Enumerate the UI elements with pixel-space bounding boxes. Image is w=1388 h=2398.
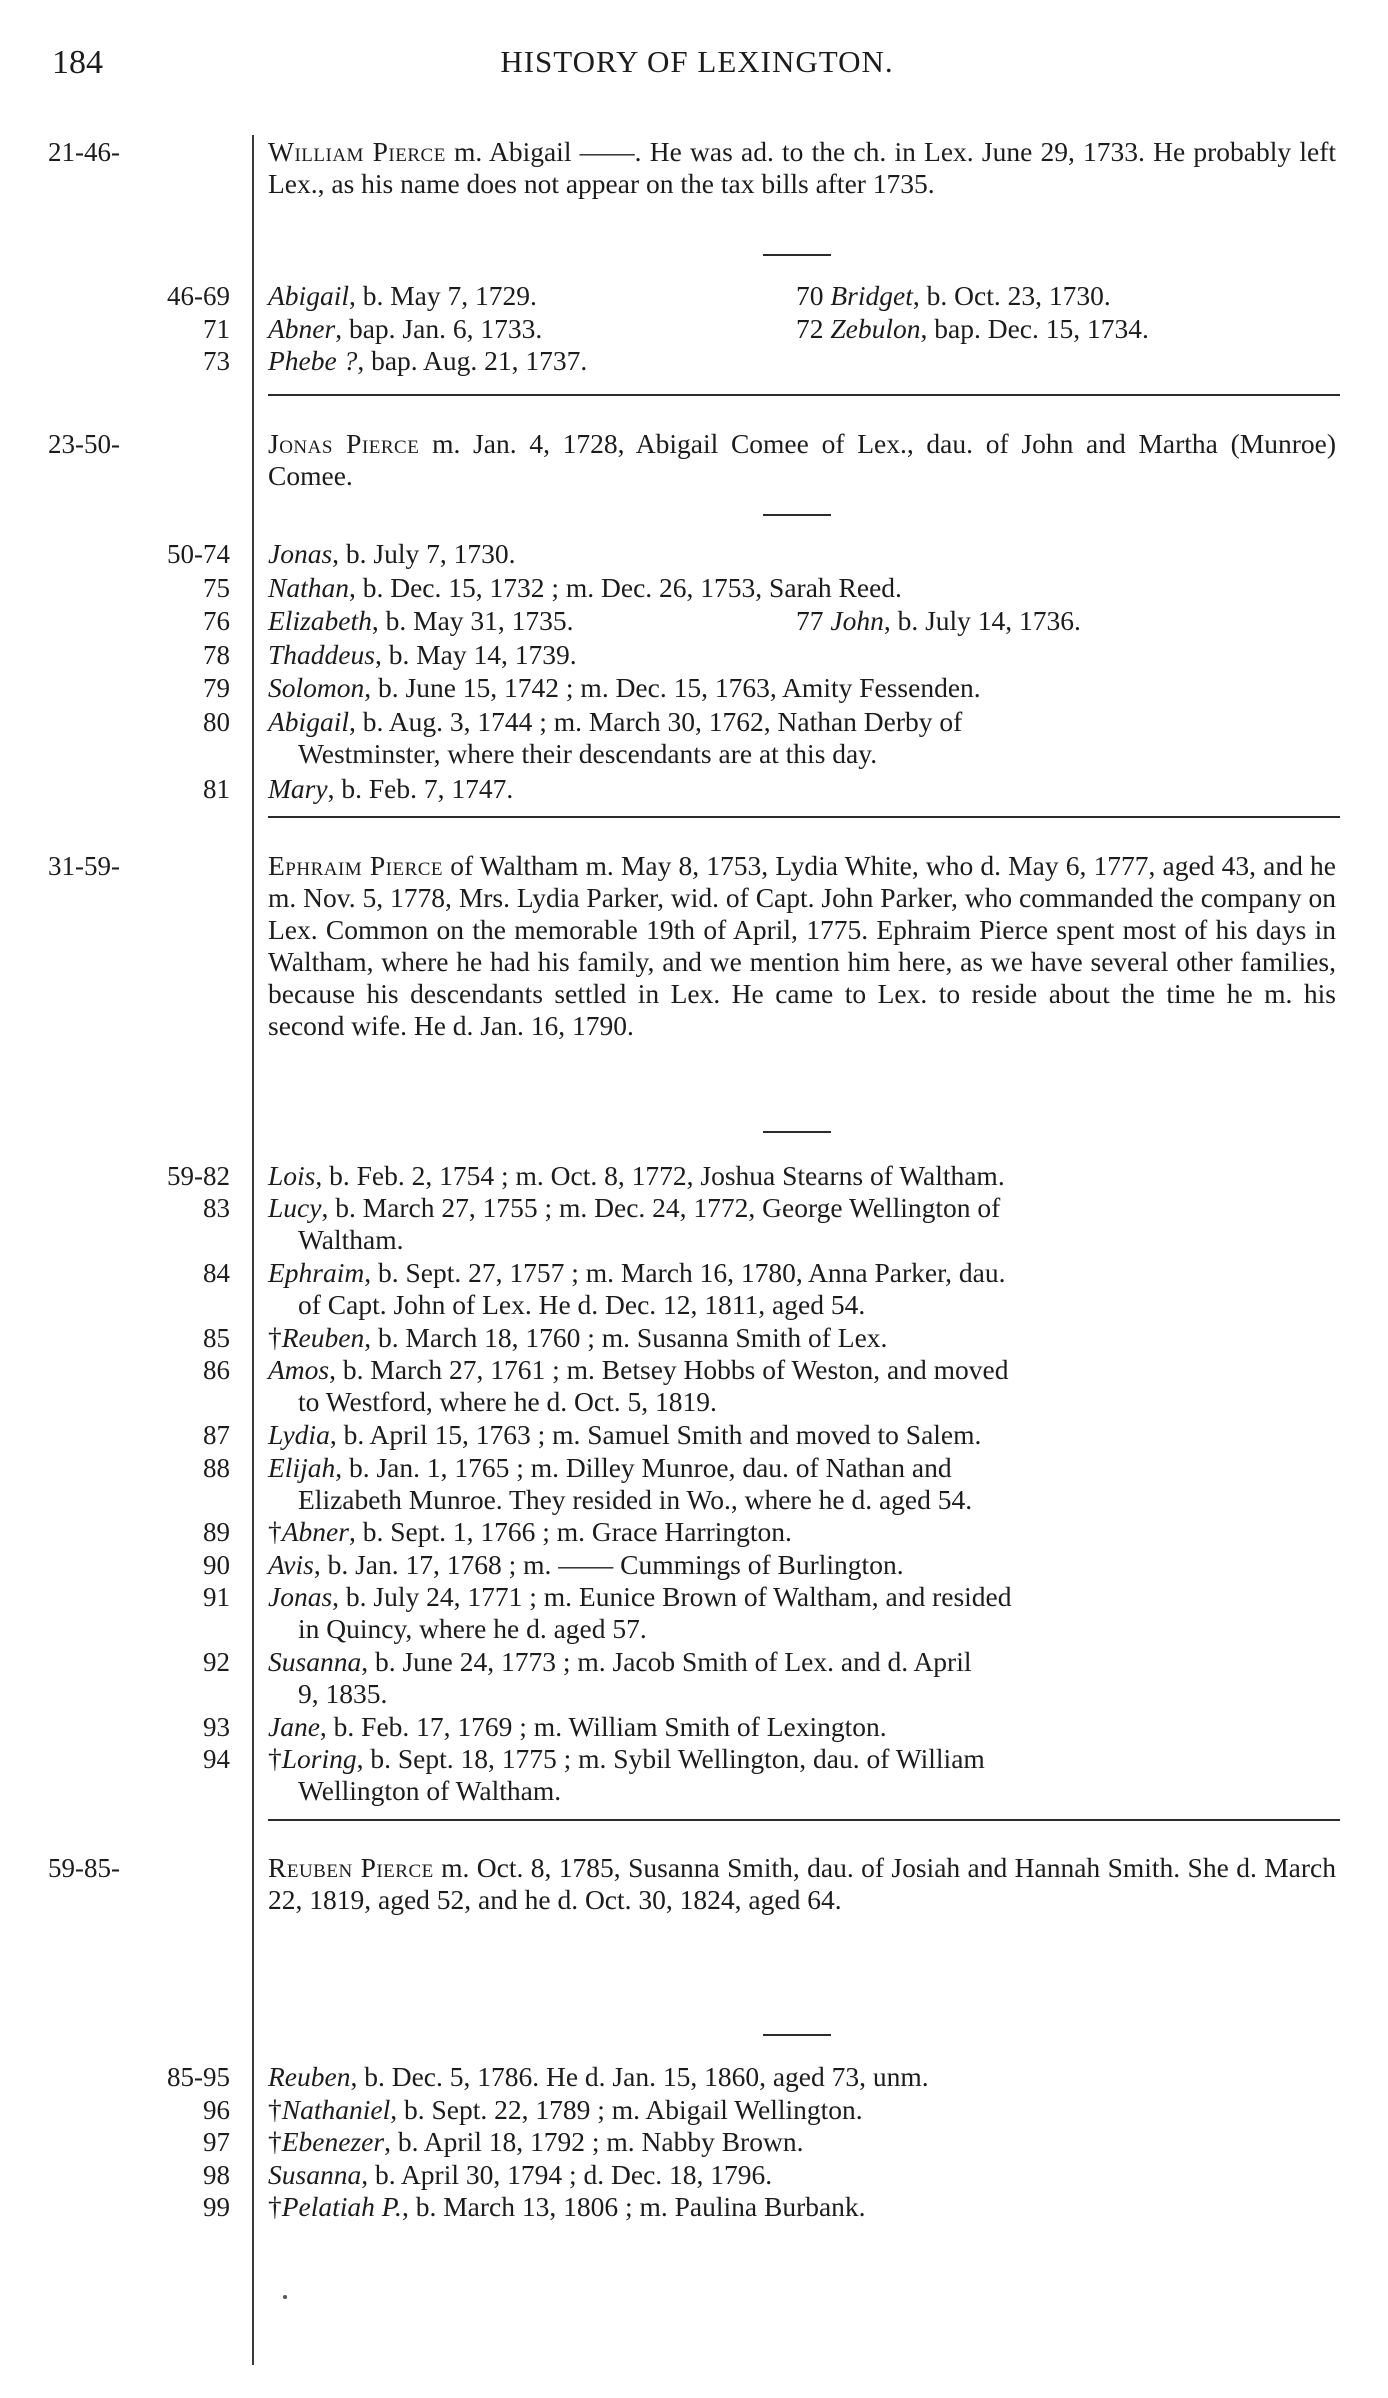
child-number: 99: [203, 2192, 230, 2223]
child-number: 94: [203, 1744, 230, 1775]
child-name: Lois: [268, 1160, 316, 1191]
child-name: Abigail: [268, 280, 349, 311]
child-name: Nathaniel: [281, 2093, 391, 2125]
ink-speck: [283, 2295, 287, 2299]
child-entry: [268, 1322, 1336, 1354]
child-entry: [268, 1646, 1336, 1710]
child-name: Jonas: [268, 1581, 333, 1613]
child-entry: [268, 2159, 1336, 2191]
child-name: Mary: [268, 772, 328, 804]
child-entry: [268, 345, 1336, 377]
child-name: Reuben: [268, 2061, 351, 2092]
child-entry: [268, 313, 1336, 345]
child-entry: [268, 706, 1336, 770]
child-name: Avis: [268, 1548, 314, 1580]
child-details: , b. Dec. 5, 1786. He d. Jan. 15, 1860, aged 73, unm.: [350, 2061, 929, 2092]
child-name: Loring: [281, 1743, 357, 1775]
child-entry: [268, 2061, 1336, 2093]
child-number: 96: [203, 2094, 230, 2125]
child-details: , b. June 24, 1773 ; m. Jacob Smith of Lex. and d. April: [361, 1646, 972, 1677]
child-number: 85-95: [167, 2062, 230, 2092]
dagger-mark: †: [268, 2093, 282, 2125]
child-number: 83: [203, 1193, 230, 1224]
section-paragraph: Reuben Pierce m. Oct. 8, 1785, Susanna Smith, dau. of Josiah and Hannah Smith. She d. March 22, 1819, aged 52, and he d. Oct. 30, 1824, aged 64.: [268, 1852, 1336, 1915]
running-title: HISTORY OF LEXINGTON.: [500, 44, 894, 79]
section-ref: 21-46-: [48, 137, 120, 167]
child-number: 85: [203, 1323, 230, 1353]
child-name: Lucy: [268, 1192, 322, 1224]
child-name: Reuben: [281, 1322, 365, 1353]
child-details: , bap. Aug. 21, 1737.: [357, 345, 588, 376]
child-number: 46-69: [167, 281, 230, 311]
child-name: Ephraim: [268, 1257, 365, 1289]
child-number: 77: [796, 605, 824, 636]
child-name: Jonas: [268, 538, 333, 569]
child-entry: [268, 1743, 1336, 1807]
child-details: , b. Jan. 17, 1768 ; m. —— Cummings of Burlington.: [313, 1548, 904, 1580]
person-name: Reuben Pierce: [268, 1852, 434, 1883]
child-details-continued: 9, 1835.: [298, 1678, 388, 1709]
child-details-continued: Elizabeth Munroe. They resided in Wo., where he d. aged 54.: [298, 1483, 973, 1515]
child-number: 76: [203, 606, 230, 636]
child-number: 97: [203, 2127, 230, 2158]
child-details: , bap. Jan. 6, 1733.: [335, 312, 543, 344]
child-details-continued: Waltham.: [298, 1224, 404, 1256]
child-entry: [268, 1257, 1336, 1321]
child-name: Abner: [268, 312, 336, 344]
child-details: , b. March 27, 1761 ; m. Betsey Hobbs of Weston, and moved: [329, 1354, 1009, 1386]
child-entry: [268, 605, 1336, 637]
child-entry: [268, 1452, 1336, 1516]
section-divider: [268, 394, 1340, 396]
child-number: 70: [796, 280, 824, 311]
child-details: , bap. Dec. 15, 1734.: [920, 312, 1149, 344]
child-number: 50-74: [167, 539, 230, 569]
child-name: Nathan: [268, 571, 349, 603]
child-name: Solomon: [268, 672, 365, 703]
child-details: , b. Feb. 17, 1769 ; m. William Smith of Lexington.: [319, 1710, 887, 1742]
child-name: Susanna: [268, 2158, 362, 2190]
child-entry: [268, 1160, 1336, 1192]
child-number: 91: [203, 1582, 230, 1613]
child-name: Lydia: [268, 1419, 330, 1451]
section-divider: [268, 1819, 1340, 1821]
child-entry: [268, 672, 1336, 704]
person-name: Ephraim Pierce: [268, 850, 444, 881]
child-name: Elizabeth: [268, 605, 372, 636]
child-number: 59-82: [167, 1161, 230, 1191]
child-entry: [268, 1549, 1336, 1581]
child-details: , b. May 7, 1729.: [348, 280, 537, 311]
child-entry: [268, 639, 1336, 671]
child-number: 75: [203, 572, 230, 603]
child-details: , b. Jan. 1, 1765 ; m. Dilley Munroe, dau. of Nathan and: [335, 1451, 952, 1483]
child-number: 73: [203, 346, 230, 376]
short-divider: [763, 2034, 831, 2036]
child-name: Elijah: [268, 1451, 336, 1483]
child-details-continued: Westminster, where their descendants are at this day.: [298, 737, 878, 769]
child-details-continued: to Westford, where he d. Oct. 5, 1819.: [298, 1386, 717, 1418]
child-details: , b. March 13, 1806 ; m. Paulina Burbank.: [401, 2191, 866, 2223]
child-name: Phebe ?: [268, 345, 358, 376]
child-number: 89: [203, 1517, 230, 1548]
section-paragraph: Ephraim Pierce of Waltham m. May 8, 1753, Lydia White, who d. May 6, 1777, aged 43, and he m. Nov. 5, 1778, Mrs. Lydia Parker, wid. of Capt. John Parker, who commanded the company on Lex. Common on the memorable 19th of April, 1775. Ephraim Pierce spent most of his days in Waltham, where he had his family, and we mention him here, as we have several other families, because his descendants settled in Lex. He came to Lex. to reside about the time he m. his second wife. He d. Jan. 16, 1790.: [268, 850, 1336, 1041]
child-details: , b. May 31, 1735.: [371, 605, 574, 636]
child-name: Abigail: [268, 705, 349, 737]
child-entry: [268, 2094, 1336, 2126]
child-name: Pelatiah P.: [281, 2191, 402, 2223]
child-details: , b. Sept. 18, 1775 ; m. Sybil Wellington, dau. of William: [356, 1743, 985, 1775]
child-name: Bridget: [830, 280, 913, 311]
child-details: , b. April 30, 1794 ; d. Dec. 18, 1796.: [361, 2158, 773, 2190]
dagger-mark: †: [268, 1743, 282, 1775]
child-entry: [268, 1711, 1336, 1743]
child-name: Amos: [268, 1354, 330, 1386]
child-entry: [268, 1192, 1336, 1256]
dagger-mark: †: [268, 1516, 282, 1548]
child-details-continued: in Quincy, where he d. aged 57.: [298, 1613, 647, 1645]
child-name: John: [830, 605, 884, 636]
child-number: 92: [203, 1647, 230, 1677]
child-details-continued: of Capt. John of Lex. He d. Dec. 12, 1811, aged 54.: [298, 1289, 866, 1321]
short-divider: [763, 514, 831, 516]
child-details: , b. March 27, 1755 ; m. Dec. 24, 1772, George Wellington of: [321, 1192, 1001, 1224]
child-details: , b. Oct. 23, 1730.: [912, 280, 1111, 311]
short-divider: [763, 1131, 831, 1133]
child-entry: [268, 1354, 1336, 1418]
child-number: 80: [203, 706, 230, 737]
child-name: Thaddeus: [268, 638, 375, 670]
child-name: Jane: [268, 1710, 320, 1742]
second-child: [796, 605, 1081, 637]
section-ref: 23-50-: [48, 429, 120, 459]
child-details: , b. March 18, 1760 ; m. Susanna Smith of Lex.: [364, 1322, 888, 1353]
child-entry: [268, 773, 1336, 805]
child-number: 87: [203, 1420, 230, 1451]
dagger-mark: †: [268, 2191, 282, 2223]
child-entry: [268, 1419, 1336, 1451]
second-child: [796, 280, 1111, 312]
child-number: 84: [203, 1258, 230, 1289]
child-number: 81: [203, 773, 230, 804]
child-details: , b. Feb. 7, 1747.: [327, 772, 514, 804]
child-number: 72: [796, 312, 824, 344]
child-number: 78: [203, 639, 230, 670]
short-divider: [763, 254, 831, 256]
child-entry: [268, 1581, 1336, 1645]
section-ref: 31-59-: [48, 851, 120, 881]
person-name: Jonas Pierce: [268, 428, 420, 459]
section-ref: 59-85-: [48, 1853, 120, 1883]
margin-rule: [252, 135, 254, 2365]
child-details: , b. May 14, 1739.: [374, 638, 577, 670]
child-number: 98: [203, 2159, 230, 2190]
page-number: 184: [52, 44, 103, 81]
child-number: 88: [203, 1452, 230, 1483]
child-name: Zebulon: [830, 312, 921, 344]
person-name: William Pierce: [268, 136, 446, 167]
child-details: , b. Feb. 2, 1754 ; m. Oct. 8, 1772, Joshua Stearns of Waltham.: [315, 1160, 1005, 1191]
child-details: , b. Aug. 3, 1744 ; m. March 30, 1762, Nathan Derby of: [348, 705, 963, 737]
section-paragraph: Jonas Pierce m. Jan. 4, 1728, Abigail Comee of Lex., dau. of John and Martha (Munroe) Comee.: [268, 428, 1336, 491]
dagger-mark: †: [268, 2126, 282, 2158]
child-entry: [268, 538, 1336, 570]
child-number: 86: [203, 1355, 230, 1386]
child-entry: [268, 1516, 1336, 1548]
dagger-mark: †: [268, 1322, 282, 1353]
child-number: 90: [203, 1549, 230, 1580]
child-details: , b. Sept. 1, 1766 ; m. Grace Harrington.: [348, 1516, 792, 1548]
child-details: , b. Sept. 22, 1789 ; m. Abigail Wellington.: [390, 2093, 863, 2125]
section-divider: [268, 816, 1340, 818]
section-paragraph: William Pierce m. Abigail ——. He was ad. to the ch. in Lex. June 29, 1733. He probably left Lex., as his name does not appear on the tax bills after 1735.: [268, 136, 1336, 199]
child-name: Abner: [281, 1516, 349, 1548]
child-entry: [268, 572, 1336, 604]
child-number: 93: [203, 1711, 230, 1742]
child-details: , b. April 18, 1792 ; m. Nabby Brown.: [384, 2126, 804, 2158]
child-details: , b. April 15, 1763 ; m. Samuel Smith and moved to Salem.: [329, 1419, 982, 1451]
child-details: , b. Dec. 15, 1732 ; m. Dec. 26, 1753, Sarah Reed.: [348, 571, 902, 603]
child-details: , b. June 15, 1742 ; m. Dec. 15, 1763, Amity Fessenden.: [364, 672, 981, 703]
child-entry: [268, 280, 1336, 312]
child-details: , b. July 24, 1771 ; m. Eunice Brown of Waltham, and resided: [332, 1581, 1012, 1613]
child-details-continued: Wellington of Waltham.: [298, 1775, 562, 1807]
child-details: , b. Sept. 27, 1757 ; m. March 16, 1780, Anna Parker, dau.: [364, 1257, 1006, 1289]
page-header: [52, 44, 1342, 92]
child-entry: [268, 2126, 1336, 2158]
child-details: , b. July 7, 1730.: [332, 538, 516, 569]
child-entry: [268, 2191, 1336, 2223]
child-number: 71: [203, 313, 230, 344]
child-name: Susanna: [268, 1646, 362, 1677]
child-details: , b. July 14, 1736.: [883, 605, 1081, 636]
child-name: Ebenezer: [281, 2126, 385, 2158]
second-child: [796, 313, 1149, 345]
child-number: 79: [203, 673, 230, 703]
